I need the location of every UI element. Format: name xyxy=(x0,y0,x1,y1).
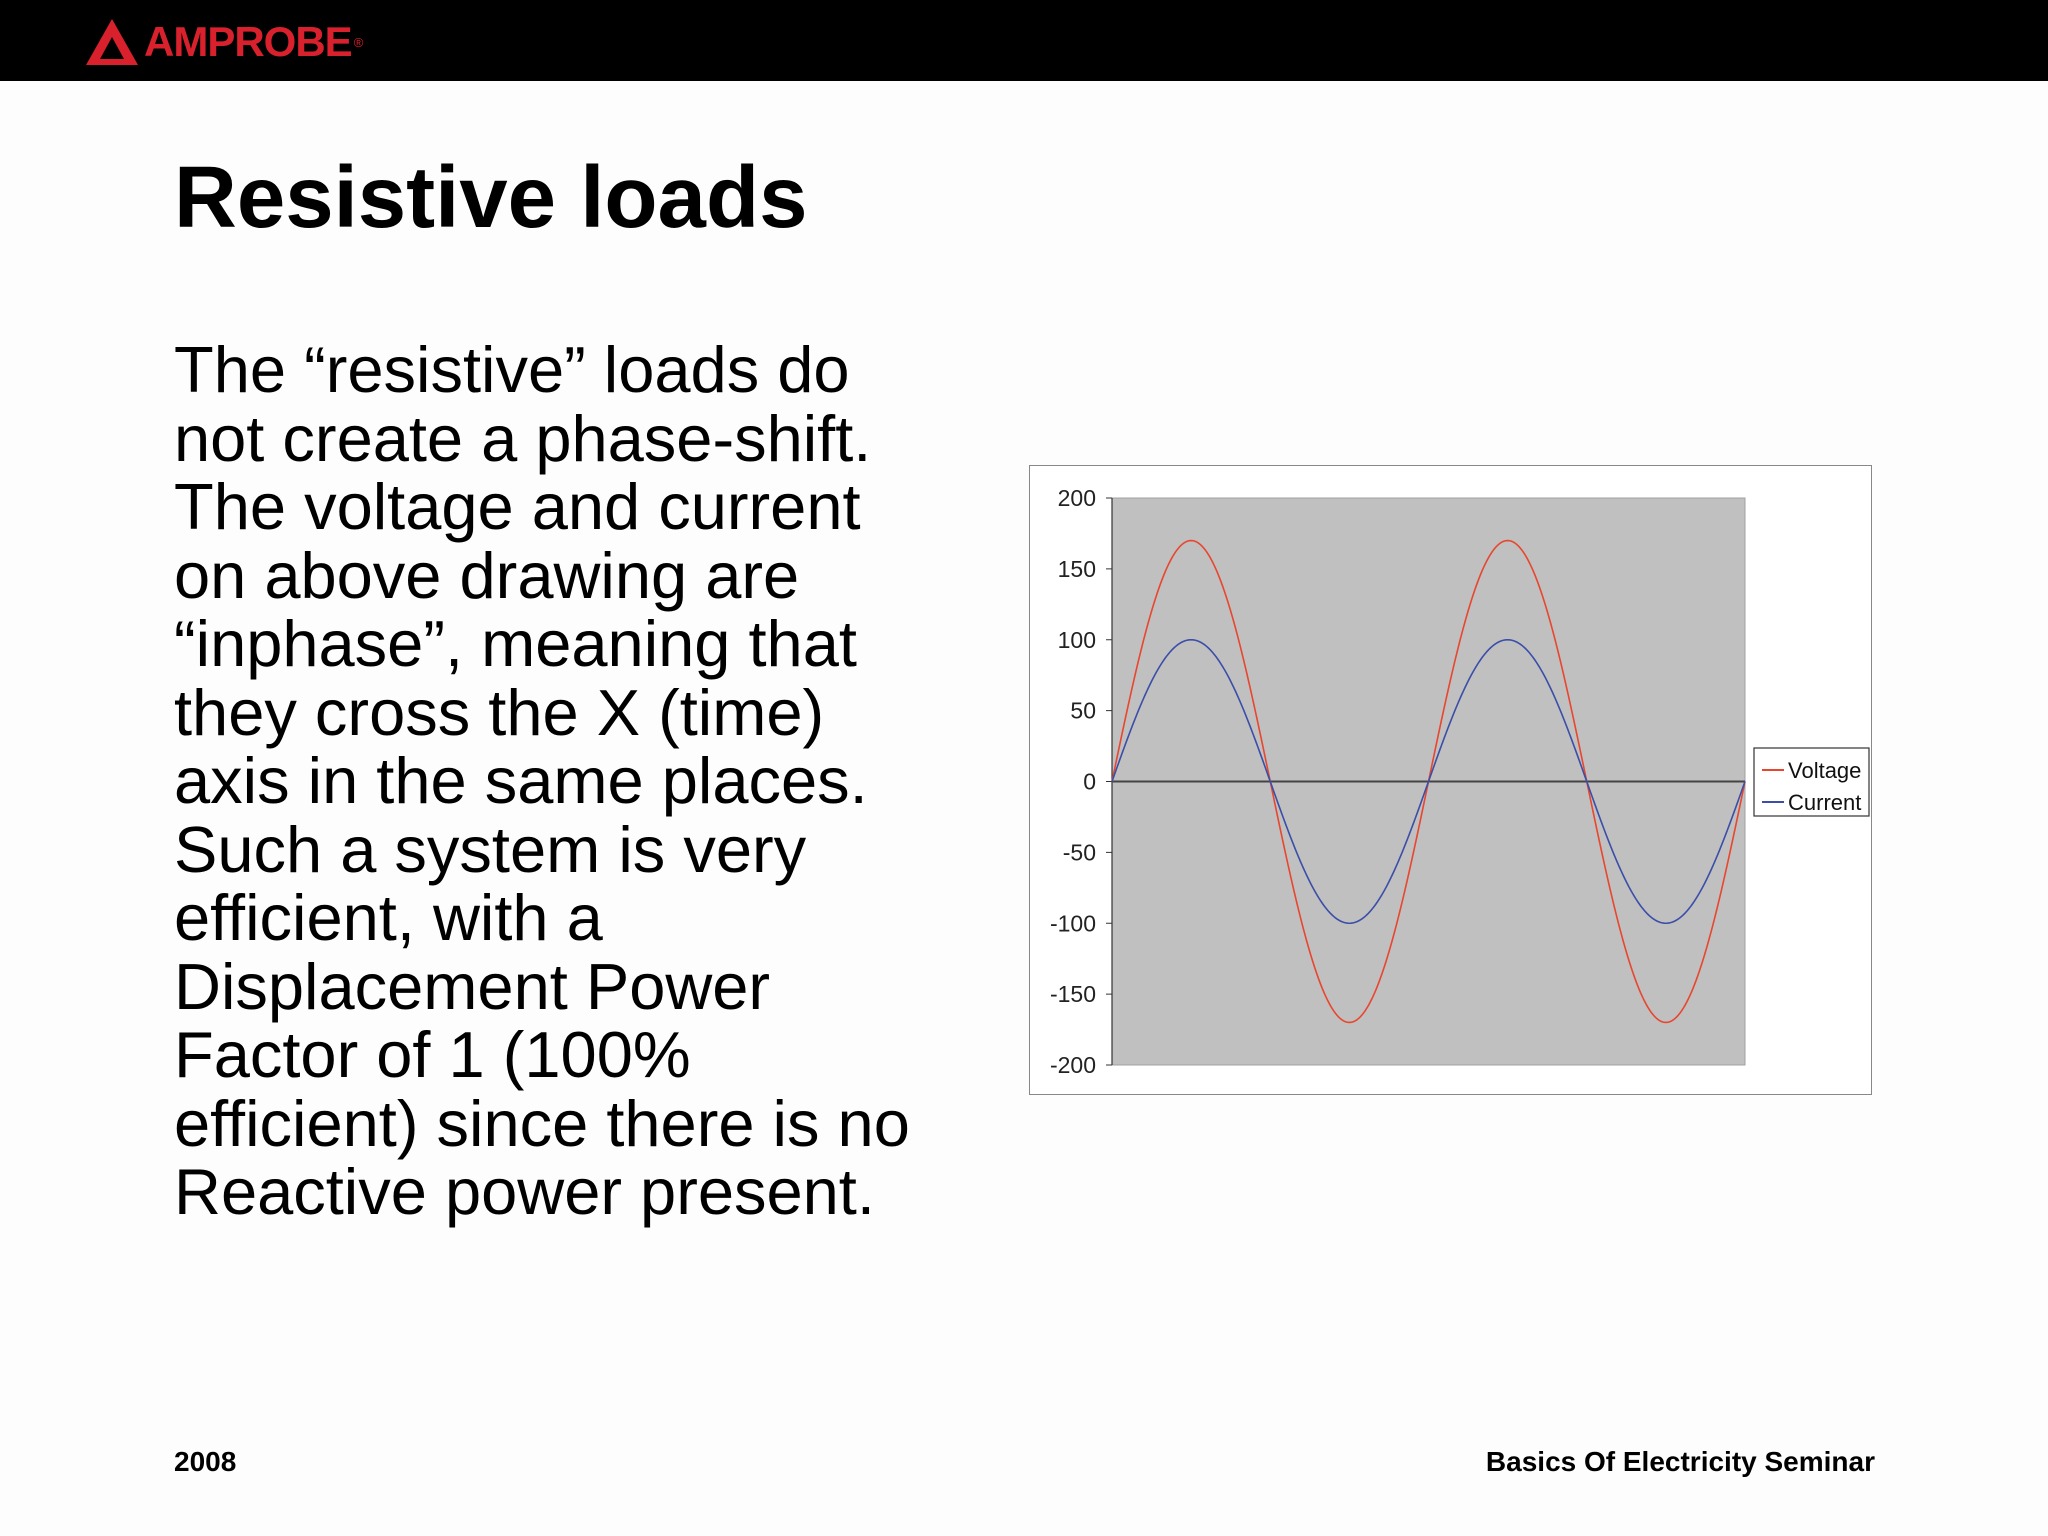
slide-title: Resistive loads xyxy=(174,149,808,246)
amprobe-triangle-icon xyxy=(84,17,140,67)
sine-chart xyxy=(1030,466,1873,1096)
logo-registered-mark: ® xyxy=(353,34,364,50)
y-tick-label: -100 xyxy=(1049,910,1096,937)
amprobe-logo xyxy=(84,14,363,70)
footer-seminar-title: Basics Of Electricity Seminar xyxy=(1485,1446,1875,1477)
y-tick-label: -200 xyxy=(1049,1052,1096,1078)
y-tick-label: 200 xyxy=(1057,485,1096,511)
y-tick-label: -50 xyxy=(1062,839,1096,866)
y-tick-label: 0 xyxy=(1083,768,1096,795)
header-bar xyxy=(0,0,2048,81)
y-tick-label: -150 xyxy=(1049,981,1096,1008)
y-tick-label: 150 xyxy=(1057,555,1096,582)
chart-container xyxy=(1029,465,1872,1095)
legend-label-current: Current xyxy=(1788,790,1862,815)
legend-label-voltage: Voltage xyxy=(1788,758,1862,783)
y-tick-label: 100 xyxy=(1057,626,1096,653)
y-tick-label: 50 xyxy=(1070,697,1096,724)
logo-text: AMPROBE xyxy=(144,18,352,65)
slide-body-text: The “resistive” loads do not create a phase-shift. The voltage and current on above drawing are “inphase”, meaning that they cross the X (time) axis in the same places. Such a system is very efficient, with a Displacement Power Factor of 1 (100% efficient) since there is no Reactive power present. xyxy=(174,333,910,1228)
footer-year: 2008 xyxy=(174,1446,237,1477)
